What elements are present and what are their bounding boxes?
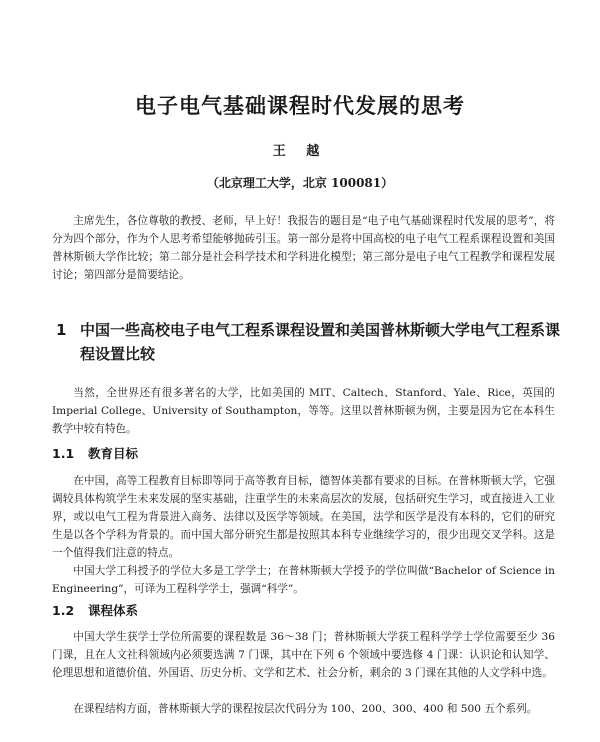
section-1-title: 中国一些高校电子电气工程系课程设置和美国普林斯顿大学电气工程系课程设置比较	[80, 321, 561, 363]
intro-paragraph: 主席先生，各位尊敬的教授、老师，早上好！我报告的题目是“电子电气基础课程时代发展的思考”，将分为四个部分，作为个人思考希望能够抛砖引玉。第一部分是将中国高校的电子电气工程系课程设置和美国普林斯顿大学作比较；第二部分是社会科学技术和学科进化模型；第三部分是电子电气工程教学和课程发展讨论；第四部分是简要结论。	[52, 215, 555, 281]
section-1-number: 1	[56, 321, 67, 339]
author-affiliation: （北京理工大学，北京 100081）	[206, 176, 394, 190]
section-1-2-title: 课程体系	[88, 603, 139, 618]
paper-title: 电子电气基础课程时代发展的思考	[135, 94, 465, 118]
author-name: 王 越	[272, 144, 328, 159]
section-1-paragraph: 当然，全世界还有很多著名的大学，比如美国的 MIT、Caltech、Stanford、Yale、Rice，英国的 Imperial College、University of Southampton，等等。这里以普林斯顿为例，主要是因为它在本科生教学中较有特色。	[52, 387, 555, 435]
section-1-2-number: 1.2	[52, 603, 75, 618]
section-1-2-paragraph-1: 中国大学生获学士学位所需要的课程数是 36～38 门；普林斯顿大学获工程科学学士学位需要至少 36 门课，且在人文社科领域内必须要选满 7 门课，其中在下列 6 个领域中要选修 4 门课：认识论和认知学、伦理思想和道德价值、外国语、历史分析、文学和艺术、社会分析，剩余的 3 门课在其他的人文学科中选。	[52, 631, 555, 679]
section-1-1-title: 教育目标	[88, 446, 139, 461]
section-1-2-paragraph-2: 在课程结构方面，普林斯顿大学的课程按层次代码分为 100、200、300、400 和 500 五个系列。	[73, 703, 538, 715]
section-1-1-heading	[52, 446, 352, 462]
section-1-1-number: 1.1	[52, 446, 75, 461]
section-1-1-paragraph-1: 在中国，高等工程教育目标即等同于高等教育目标，德智体美都有要求的目标。在普林斯顿大学，它强调较具体构筑学生未来发展的坚实基础，注重学生的未来高层次的发展，包括研究生学习，或直接进入工业界，或以电气工程为背景进入商务、法律以及医学等领域。在美国，法学和医学是没有本科的，它们的研究生是以各个学科为背景的。而中国大部分研究生都是按照其本科专业继续学习的，很少出现交叉学科。这是一个值得我们注意的特点。	[52, 475, 555, 559]
section-1-2-heading	[52, 603, 352, 619]
section-1-1-paragraph-2: 中国大学工科授予的学位大多是工学学士；在普林斯顿大学授予的学位叫做“Bachelor of Science in Engineering”，可译为工程科学学士，强调“科学”。	[52, 565, 555, 595]
